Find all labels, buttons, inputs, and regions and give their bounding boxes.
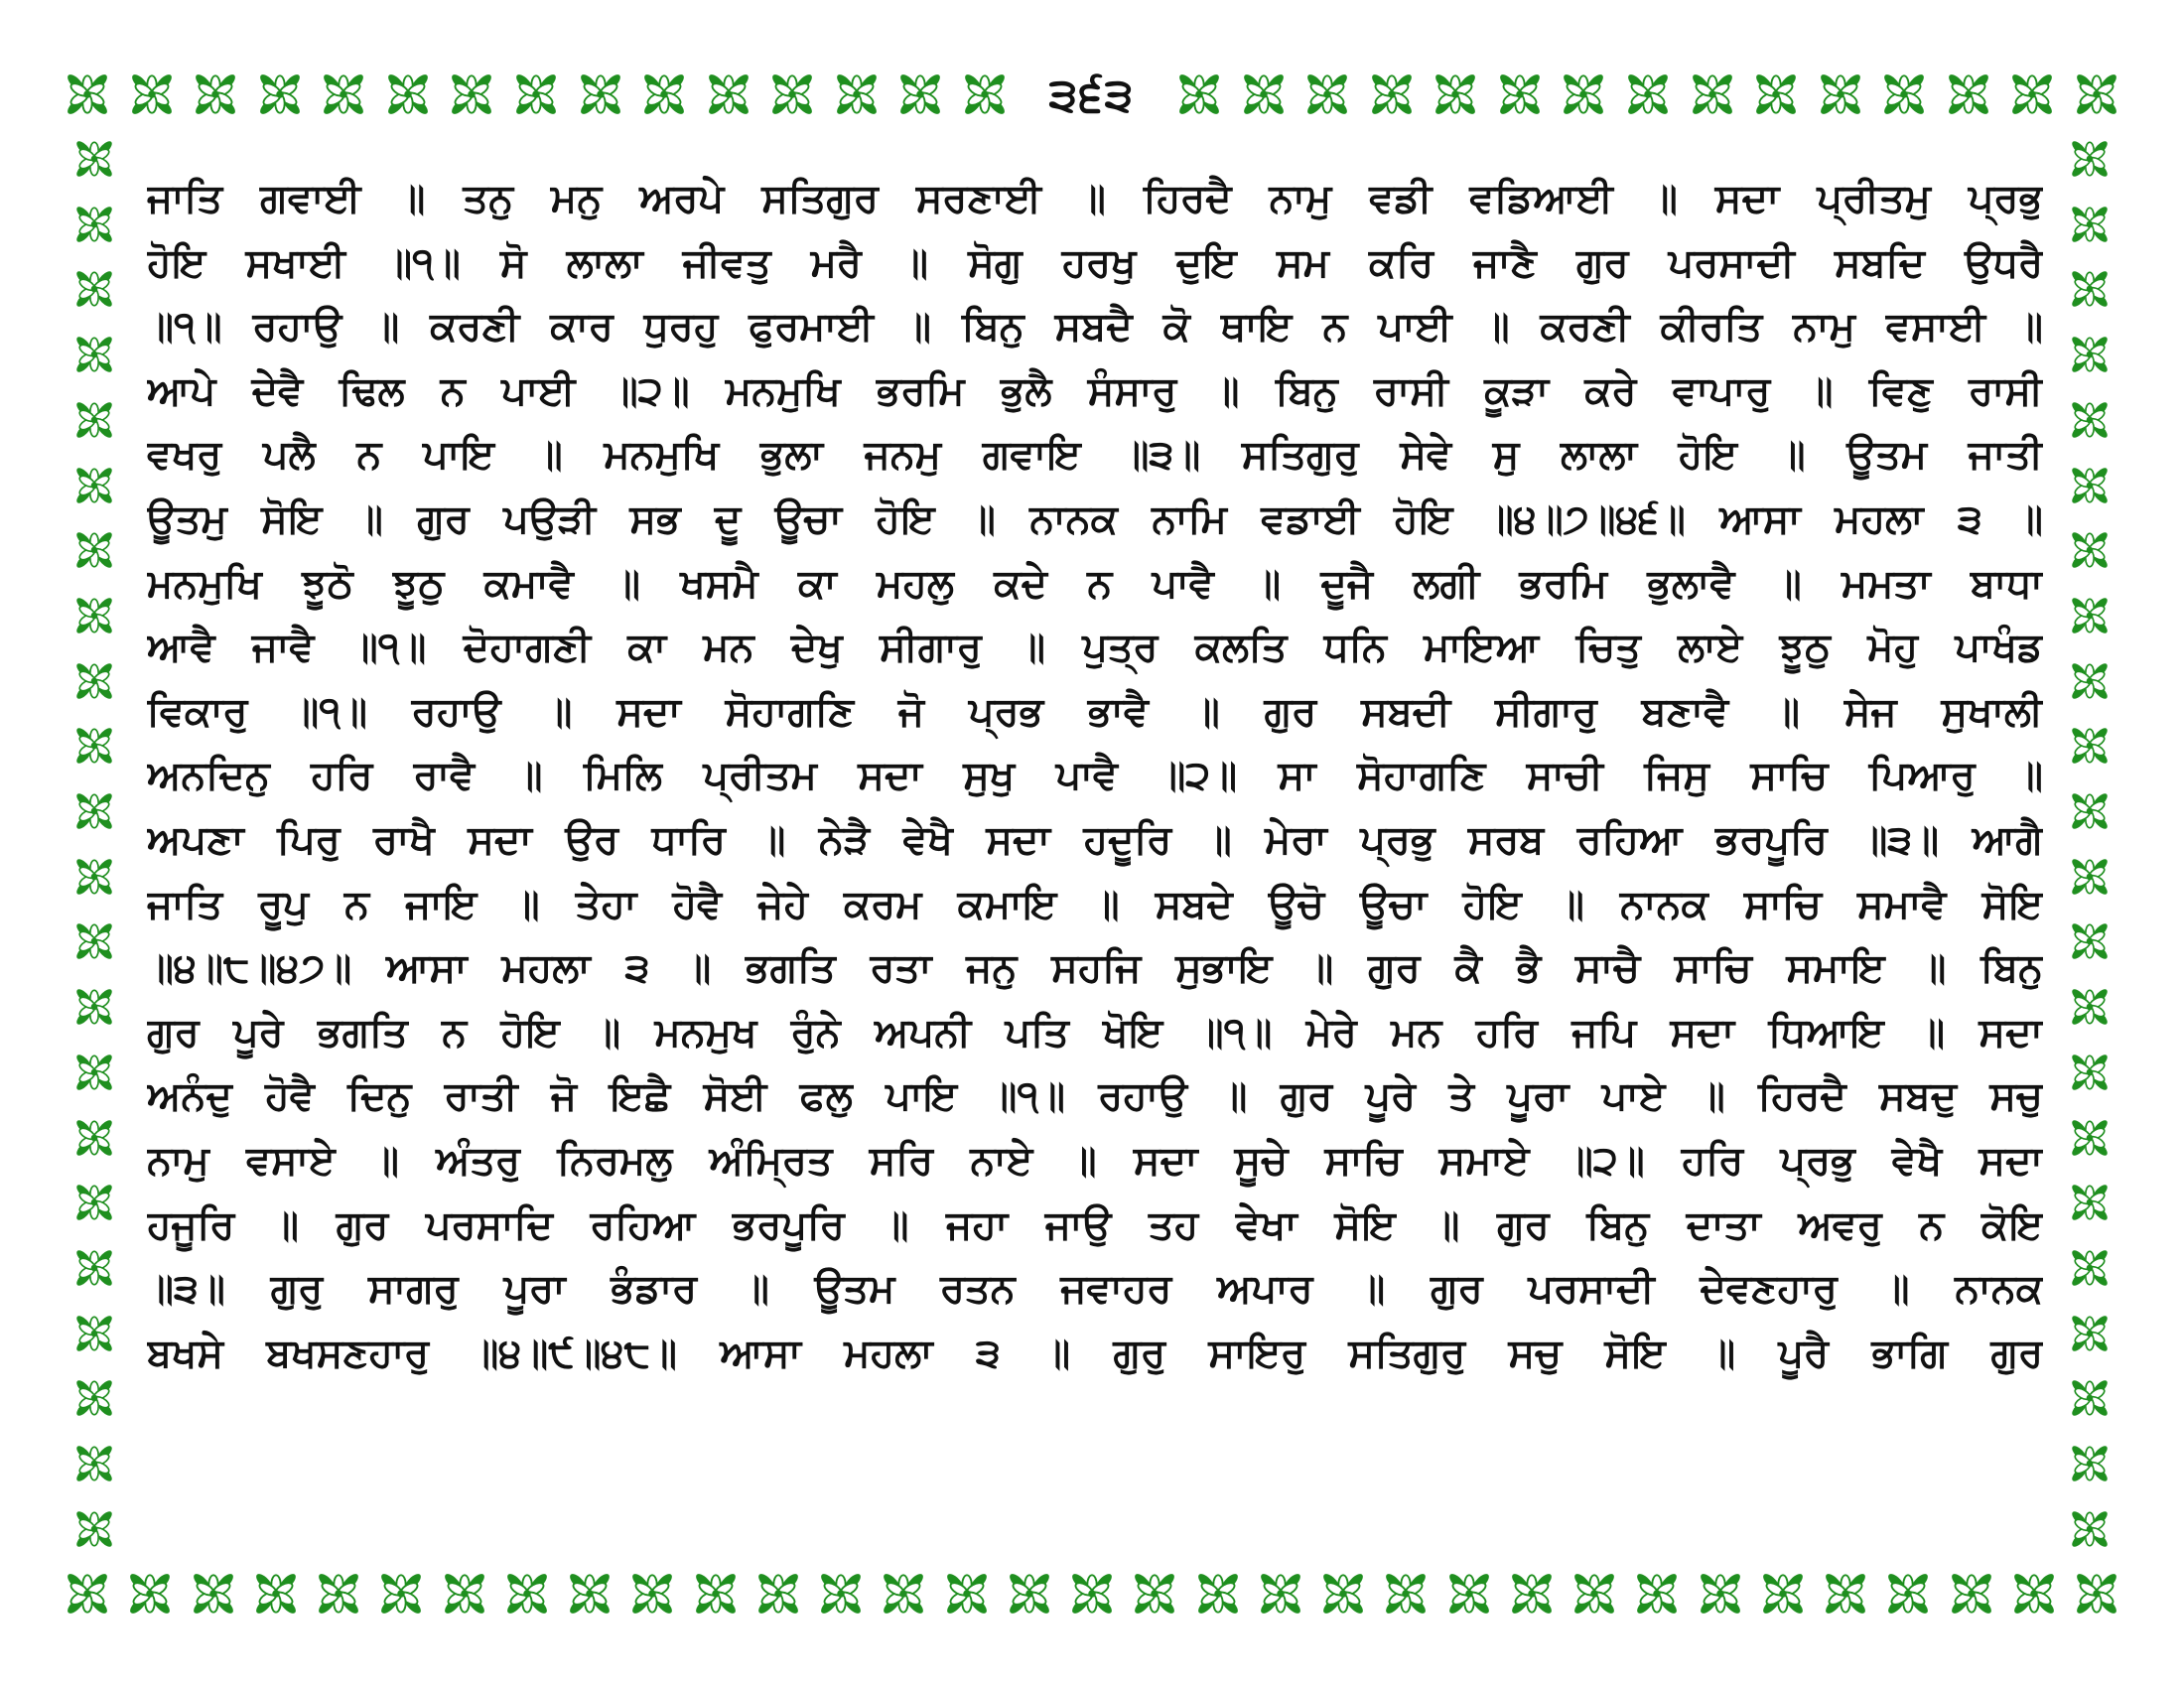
flower-icon <box>122 1566 178 1621</box>
text-line: ਨਾਮੁ ਵਸਾਏ ॥ ਅੰਤਰੁ ਨਿਰਮਲੁ ਅੰਮ੍ਰਿਤ ਸਰਿ ਨਾਏ ॥ ਸਦਾ ਸੂਚੇ ਸਾਚਿ ਸਮਾਏ ॥੨॥ ਹਰਿ ਪ੍ਰਭੁ ਵੇਖੈ ਸਦਾ <box>147 1137 2043 1184</box>
flower-icon <box>1876 67 1932 122</box>
flower-icon <box>2065 1373 2115 1423</box>
scripture-text <box>147 167 2043 1517</box>
border-left <box>60 134 129 1554</box>
flower-icon <box>636 67 692 122</box>
text-line: ਅਪਣਾ ਪਿਰੁ ਰਾਖੈ ਸਦਾ ਉਰ ਧਾਰਿ ॥ ਨੇੜੈ ਵੇਖੈ ਸਦਾ ਹਦੂਰਿ ॥ ਮੇਰਾ ਪ੍ਰਭੁ ਸਰਬ ਰਹਿਆ ਭਰਪੂਰਿ ॥੩॥ ਆਗੈ <box>147 816 2043 863</box>
flower-icon <box>186 1566 241 1621</box>
flower-icon <box>1693 1566 1748 1621</box>
flower-icon <box>829 67 885 122</box>
flower-icon <box>69 852 119 902</box>
flower-icon <box>764 67 820 122</box>
flower-icon <box>124 67 180 122</box>
flower-icon <box>2065 1504 2115 1554</box>
flower-icon <box>2065 656 2115 706</box>
flower-icon <box>1364 67 1420 122</box>
text-line: ਵਖਰੁ ਪਲੈ ਨ ਪਾਇ ॥ ਮਨਮੁਖਿ ਭੁਲਾ ਜਨਮੁ ਗਵਾਇ ॥੩॥ ਸਤਿਗੁਰੁ ਸੇਵੇ ਸੁ ਲਾਲਾ ਹੋਇ ॥ ਊਤਮ ਜਾਤੀ <box>147 432 2043 479</box>
flower-icon <box>892 67 948 122</box>
flower-icon <box>1002 1566 1057 1621</box>
text-line: ਜਾਤਿ ਗਵਾਈ ॥ ਤਨੁ ਮਨੁ ਅਰਪੇ ਸਤਿਗੁਰ ਸਰਣਾਈ ॥ ਹਿਰਦੈ ਨਾਮੁ ਵਡੀ ਵਡਿਆਈ ॥ ਸਦਾ ਪ੍ਰੀਤਮੁ ਪ੍ਰਭੁ <box>147 176 2043 221</box>
text-line: ਊਤਮੁ ਸੋਇ ॥ ਗੁਰ ਪਉੜੀ ਸਭ ਦੂ ਊਚਾ ਹੋਇ ॥ ਨਾਨਕ ਨਾਮਿ ਵਡਾਈ ਹੋਇ ॥੪॥੭॥੪੬॥ ਆਸਾ ਮਹਲਾ ੩ ॥ <box>147 495 2043 542</box>
flower-icon <box>2006 1566 2062 1621</box>
border-bottom <box>60 1559 2124 1628</box>
flower-icon <box>69 1309 119 1358</box>
border-top-left <box>60 60 1013 129</box>
flower-icon <box>1748 67 1804 122</box>
flower-icon <box>624 1566 680 1621</box>
flower-icon <box>380 67 436 122</box>
flower-icon <box>688 1566 744 1621</box>
flower-icon <box>1299 67 1355 122</box>
flower-icon <box>1171 67 1227 122</box>
flower-icon <box>188 67 243 122</box>
flower-icon <box>1556 67 1611 122</box>
flower-icon <box>69 1178 119 1227</box>
flower-icon <box>2065 852 2115 902</box>
page-number: ੩੬੩ <box>1048 68 1136 121</box>
flower-icon <box>876 1566 931 1621</box>
flower-icon <box>813 1566 869 1621</box>
text-line: ਬਖਸੇ ਬਖਸਣਹਾਰੁ ॥੪॥੯॥੪੮॥ ਆਸਾ ਮਹਲਾ ੩ ॥ ਗੁਰੁ ਸਾਇਰੁ ਸਤਿਗੁਰੁ ਸਚੁ ਸੋਇ ॥ ਪੂਰੈ ਭਾਗਿ ਗੁਰ <box>147 1330 2043 1376</box>
flower-icon <box>69 1439 119 1488</box>
text-line: ਹਜੂਰਿ ॥ ਗੁਰ ਪਰਸਾਦਿ ਰਹਿਆ ਭਰਪੂਰਿ ॥ ਜਹਾ ਜਾਉ ਤਹ ਵੇਖਾ ਸੋਇ ॥ ਗੁਰ ਬਿਨੁ ਦਾਤਾ ਅਵਰੁ ਨ ਕੋਇ <box>147 1201 2043 1248</box>
flower-icon <box>1190 1566 1246 1621</box>
flower-icon <box>69 721 119 771</box>
flower-icon <box>69 1113 119 1163</box>
flower-icon <box>437 1566 492 1621</box>
flower-icon <box>2069 1566 2124 1621</box>
flower-icon <box>1567 1566 1622 1621</box>
flower-icon <box>562 1566 617 1621</box>
flower-icon <box>69 134 119 184</box>
flower-icon <box>1492 67 1548 122</box>
flower-icon <box>69 786 119 836</box>
flower-icon <box>1755 1566 1811 1621</box>
flower-icon <box>69 264 119 314</box>
flower-icon <box>1818 1566 1873 1621</box>
text-line: ॥੩॥ ਗੁਰੁ ਸਾਗਰੁ ਪੂਰਾ ਭੰਡਾਰ ॥ ਊਤਮ ਰਤਨ ਜਵਾਹਰ ਅਪਾਰ ॥ ਗੁਰ ਪਰਸਾਦੀ ਦੇਵਣਹਾਰੁ ॥ ਨਾਨਕ <box>147 1266 2043 1313</box>
flower-icon <box>1620 67 1676 122</box>
flower-icon <box>69 525 119 575</box>
text-line: ॥੪॥੮॥੪੭॥ ਆਸਾ ਮਹਲਾ ੩ ॥ ਭਗਤਿ ਰਤਾ ਜਨੁ ਸਹਜਿ ਸੁਭਾਇ ॥ ਗੁਰ ਕੈ ਭੈ ਸਾਚੈ ਸਾਚਿ ਸਮਾਇ ॥ ਬਿਨੁ <box>147 945 2043 992</box>
flower-icon <box>252 67 308 122</box>
flower-icon <box>69 656 119 706</box>
flower-icon <box>248 1566 304 1621</box>
flower-icon <box>1813 67 1868 122</box>
flower-icon <box>311 1566 366 1621</box>
flower-icon <box>69 1048 119 1097</box>
flower-icon <box>316 67 371 122</box>
flower-icon <box>1064 1566 1120 1621</box>
flower-icon <box>1315 1566 1371 1621</box>
flower-icon <box>69 1243 119 1293</box>
flower-icon <box>69 916 119 966</box>
flower-icon <box>60 1566 115 1621</box>
flower-icon <box>69 1504 119 1554</box>
flower-icon <box>2065 264 2115 314</box>
text-line: ਅਨੰਦੁ ਹੋਵੈ ਦਿਨੁ ਰਾਤੀ ਜੋ ਇਛੈ ਸੋਈ ਫਲੁ ਪਾਇ ॥੧॥ ਰਹਾਉ ॥ ਗੁਰ ਪੂਰੇ ਤੇ ਪੂਰਾ ਪਾਏ ॥ ਹਿਰਦੈ ਸਬਦੁ ਸਚੁ <box>147 1073 2043 1120</box>
flower-icon <box>2065 1113 2115 1163</box>
flower-icon <box>2065 1048 2115 1097</box>
flower-icon <box>2069 67 2124 122</box>
flower-icon <box>2065 134 2115 184</box>
flower-icon <box>2065 1439 2115 1488</box>
text-line: ਅਨਦਿਨੁ ਹਰਿ ਰਾਵੈ ॥ ਮਿਲਿ ਪ੍ਰੀਤਮ ਸਦਾ ਸੁਖੁ ਪਾਵੈ ॥੨॥ ਸਾ ਸੋਹਾਗਣਿ ਸਾਚੀ ਜਿਸੁ ਸਾਚਿ ਪਿਆਰੁ ॥ <box>147 753 2043 799</box>
flower-icon <box>69 982 119 1032</box>
flower-icon <box>1944 1566 1999 1621</box>
flower-icon <box>69 330 119 379</box>
flower-icon <box>60 67 115 122</box>
text-line: ਜਾਤਿ ਰੂਪੁ ਨ ਜਾਇ ॥ ਤੇਹਾ ਹੋਵੈ ਜੇਹੇ ਕਰਮ ਕਮਾਇ ॥ ਸਬਦੇ ਊਚੋ ਊਚਾ ਹੋਇ ॥ ਨਾਨਕ ਸਾਚਿ ਸਮਾਵੈ ਸੋਇ <box>147 881 2043 927</box>
flower-icon <box>2065 330 2115 379</box>
flower-icon <box>69 591 119 640</box>
flower-icon <box>2065 461 2115 510</box>
flower-icon <box>508 67 564 122</box>
flower-icon <box>1685 67 1740 122</box>
flower-icon <box>2065 1309 2115 1358</box>
flower-icon <box>1441 1566 1497 1621</box>
flower-icon <box>2065 721 2115 771</box>
flower-icon <box>2065 200 2115 249</box>
text-line: ਮਨਮੁਖਿ ਝੂਠੋ ਝੂਠੁ ਕਮਾਵੈ ॥ ਖਸਮੈ ਕਾ ਮਹਲੁ ਕਦੇ ਨ ਪਾਵੈ ॥ ਦੂਜੈ ਲਗੀ ਭਰਮਿ ਭੁਲਾਵੈ ॥ ਮਮਤਾ ਬਾਧਾ <box>147 560 2043 607</box>
flower-icon <box>1504 1566 1560 1621</box>
text-line: ਵਿਕਾਰੁ ॥੧॥ ਰਹਾਉ ॥ ਸਦਾ ਸੋਹਾਗਣਿ ਜੋ ਪ੍ਰਭ ਭਾਵੈ ॥ ਗੁਰ ਸਬਦੀ ਸੀਗਾਰੁ ਬਣਾਵੈ ॥ ਸੇਜ ਸੁਖਾਲੀ <box>147 688 2043 735</box>
flower-icon <box>701 67 756 122</box>
border-top-right <box>1171 60 2124 129</box>
flower-icon <box>1428 67 1483 122</box>
flower-icon <box>939 1566 995 1621</box>
flower-icon <box>1127 1566 1182 1621</box>
flower-icon <box>2065 1178 2115 1227</box>
flower-icon <box>69 395 119 445</box>
flower-icon <box>499 1566 555 1621</box>
flower-icon <box>2065 982 2115 1032</box>
flower-icon <box>2065 395 2115 445</box>
flower-icon <box>69 1373 119 1423</box>
flower-icon <box>373 1566 429 1621</box>
flower-icon <box>2065 1243 2115 1293</box>
flower-icon <box>2065 525 2115 575</box>
flower-icon <box>1880 1566 1936 1621</box>
flower-icon <box>573 67 628 122</box>
flower-icon <box>1941 67 1996 122</box>
flower-icon <box>69 200 119 249</box>
flower-icon <box>2065 786 2115 836</box>
flower-icon <box>1253 1566 1308 1621</box>
flower-icon <box>2065 591 2115 640</box>
text-line: ਆਵੈ ਜਾਵੈ ॥੧॥ ਦੋਹਾਗਣੀ ਕਾ ਮਨ ਦੇਖੁ ਸੀਗਾਰੁ ॥ ਪੁਤ੍ਰ ਕਲਤਿ ਧਨਿ ਮਾਇਆ ਚਿਤੁ ਲਾਏ ਝੂਠੁ ਮੋਹੁ ਪਾਖੰਡ <box>147 625 2043 671</box>
text-line: ॥੧॥ ਰਹਾਉ ॥ ਕਰਣੀ ਕਾਰ ਧੁਰਹੁ ਫੁਰਮਾਈ ॥ ਬਿਨੁ ਸਬਦੈ ਕੋ ਥਾਇ ਨ ਪਾਈ ॥ ਕਰਣੀ ਕੀਰਤਿ ਨਾਮੁ ਵਸਾਈ ॥ <box>147 304 2043 351</box>
flower-icon <box>1629 1566 1685 1621</box>
flower-icon <box>69 461 119 510</box>
text-line: ਆਪੇ ਦੇਵੈ ਢਿਲ ਨ ਪਾਈ ॥੨॥ ਮਨਮੁਖਿ ਭਰਮਿ ਭੁਲੈ ਸੰਸਾਰੁ ॥ ਬਿਨੁ ਰਾਸੀ ਕੂੜਾ ਕਰੇ ਵਾਪਾਰੁ ॥ ਵਿਣੁ ਰਾਸੀ <box>147 367 2043 414</box>
text-line: ਗੁਰ ਪੂਰੇ ਭਗਤਿ ਨ ਹੋਇ ॥ ਮਨਮੁਖ ਰੁੰਨੇ ਅਪਨੀ ਪਤਿ ਖੋਇ ॥੧॥ ਮੇਰੇ ਮਨ ਹਰਿ ਜਪਿ ਸਦਾ ਧਿਆਇ ॥ ਸਦਾ <box>147 1009 2043 1055</box>
flower-icon <box>2004 67 2060 122</box>
flower-icon <box>1378 1566 1433 1621</box>
flower-icon <box>957 67 1013 122</box>
text-line: ਹੋਇ ਸਖਾਈ ॥੧॥ ਸੋ ਲਾਲਾ ਜੀਵਤੁ ਮਰੈ ॥ ਸੋਗੁ ਹਰਖੁ ਦੁਇ ਸਮ ਕਰਿ ਜਾਣੈ ਗੁਰ ਪਰਸਾਦੀ ਸਬਦਿ ਉਧਰੈ <box>147 239 2043 286</box>
flower-icon <box>444 67 499 122</box>
flower-icon <box>2065 916 2115 966</box>
flower-icon <box>751 1566 806 1621</box>
flower-icon <box>1236 67 1292 122</box>
border-right <box>2055 134 2124 1554</box>
